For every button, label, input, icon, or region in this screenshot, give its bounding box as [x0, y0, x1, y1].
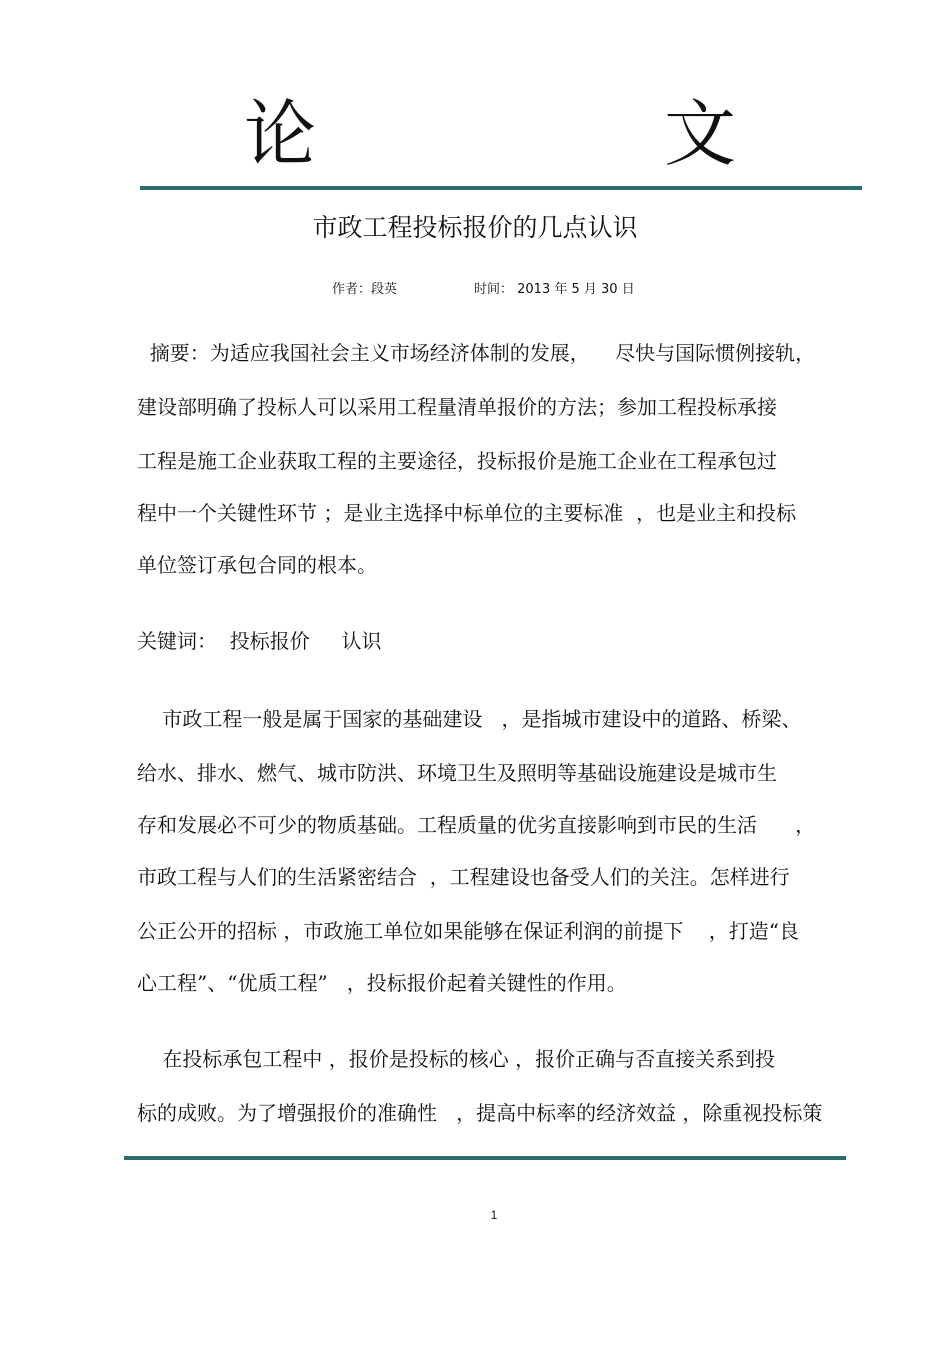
author-meta: 作者：段英 [332, 282, 398, 297]
paragraph-line: 标的成败。为了增强报价的准确性 ，提高中标率的经济效益 ，除重视投标策 [137, 1101, 823, 1125]
paragraph-line: 市政工程一般是属于国家的基础建设 ，是指城市建设中的道路、桥梁、 [137, 707, 802, 731]
header-char-right: 文 [664, 92, 737, 176]
paragraph-line: 给水、排水、燃气、城市防洪、环境卫生及照明等基础设施建设是城市生 [137, 761, 777, 785]
abstract-line: 建设部明确了投标人可以采用工程量清单报价的方法；参加工程投标承接 [137, 395, 777, 419]
document-title: 市政工程投标报价的几点认识 [312, 213, 638, 242]
bottom-divider [124, 1156, 846, 1160]
top-divider [140, 186, 862, 190]
abstract-line: 程中一个关键性环节 ；是业主选择中标单位的主要标准 ，也是业主和投标 [137, 501, 797, 525]
abstract-line: 工程是施工企业获取工程的主要途径，投标报价是施工企业在工程承包过 [137, 449, 777, 473]
header-char-left: 论 [244, 92, 317, 176]
keywords-line: 关键词： 投标报价 认识 [137, 629, 382, 653]
paragraph-line: 市政工程与人们的生活紧密结合 ，工程建设也备受人们的关注。怎样进行 [137, 865, 790, 889]
paragraph-line: 公正公开的招标 ，市政施工单位如果能够在保证利润的前提下 ，打造“良 [137, 919, 800, 943]
abstract-line: 单位签订承包合同的根本。 [137, 553, 377, 577]
date-meta: 时间： 2013 年 5 月 30 日 [474, 282, 635, 297]
page-number: 1 [490, 1208, 498, 1222]
abstract-line: 摘要：为适应我国社会主义市场经济体制的发展， 尽快与国际惯例接轨， [137, 341, 816, 365]
paragraph-line: 心工程”、“优质工程” ，投标报价起着关键性的作用。 [137, 971, 627, 995]
paragraph-line: 存和发展必不可少的物质基础。工程质量的优劣直接影响到市民的生活 ， [137, 813, 816, 837]
paragraph-line: 在投标承包工程中 ，报价是投标的核心 ，报价正确与否直接关系到投 [137, 1047, 776, 1071]
